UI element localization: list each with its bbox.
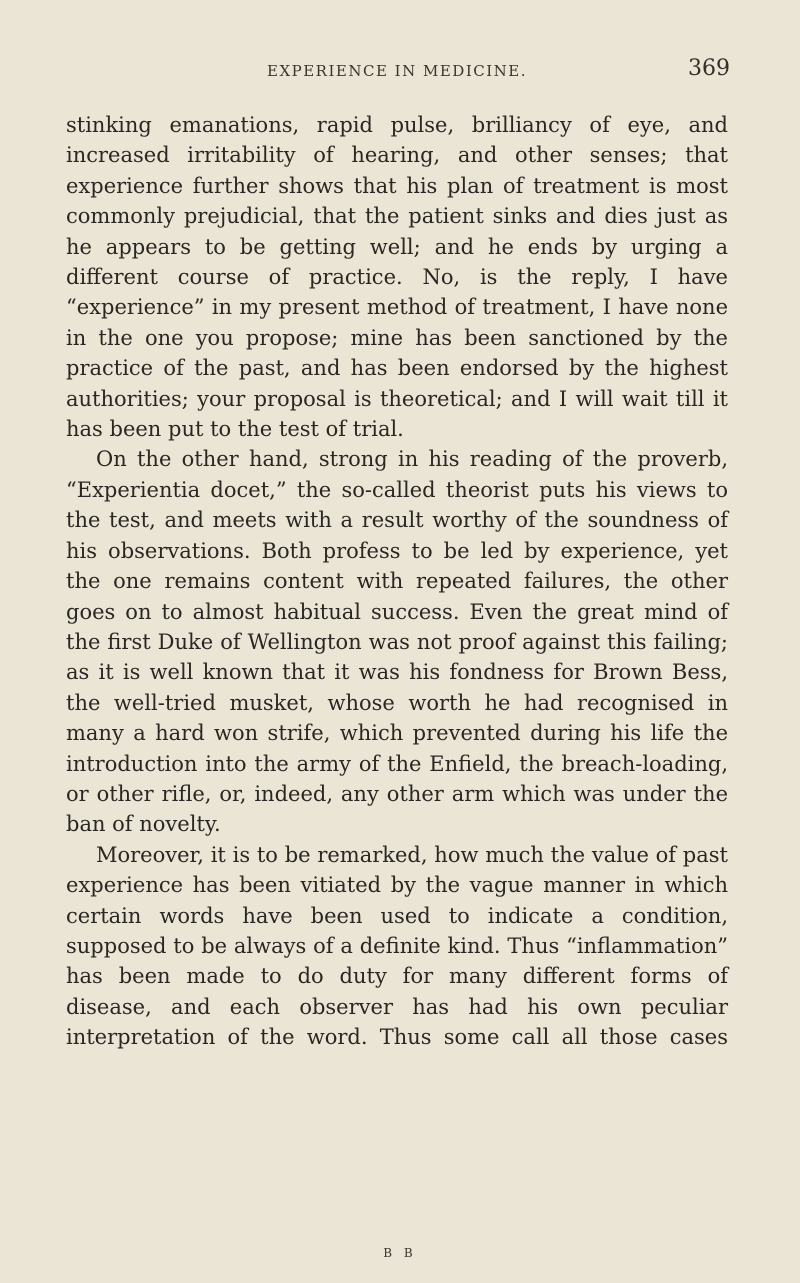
signature-mark: B B: [383, 1246, 417, 1260]
paragraph-1: stinking emanations, rapid pulse, brilliancy of eye, and increased irritability of hearing, and other senses; that experience further shows that his plan of treatment is most commonly prejudicial, that the patient sinks and dies just as he appears to be getting well; and he ends by urging a different course of practice. No, is the reply, I have “experience” in my present method of treatment, I have none in the one you propose; mine has been sanctioned by the practice of the past, and has been endorsed by the highest authorities; your proposal is theoretical; and I will wait till it has been put to the test of trial.: [66, 113, 728, 442]
body-text: [66, 110, 728, 1053]
running-title: EXPERIENCE IN MEDICINE.: [267, 62, 527, 80]
page-number: 369: [688, 56, 730, 81]
paragraph-3: Moreover, it is to be remarked, how much the value of past experience has been vitiated by the vague manner in which certain words have been used to indicate a condition, supposed to be always of a definite kind. Thus “inflammation” has been made to do duty for many different forms of disease, and each observer has had his own peculiar interpretation of the word. Thus some call all those cases: [66, 842, 728, 1050]
paragraph-2: On the other hand, strong in his reading of the proverb, “Experientia docet,” the so-called theorist puts his views to the test, and meets with a result worthy of the soundness of his observations. Both profess to be led by experience, yet the one remains content with repeated failures, the other goes on to almost habitual success. Even the great mind of the first Duke of Wellington was not proof against this failing; as it is well known that it was his fondness for Brown Bess, the well-tried musket, whose worth he had recognised in many a hard won strife, which prevented during his life the introduction into the army of the Enfield, the breach-loading, or other rifle, or, indeed, any other arm which was under the ban of novelty.: [66, 447, 728, 837]
running-head: [66, 56, 728, 86]
